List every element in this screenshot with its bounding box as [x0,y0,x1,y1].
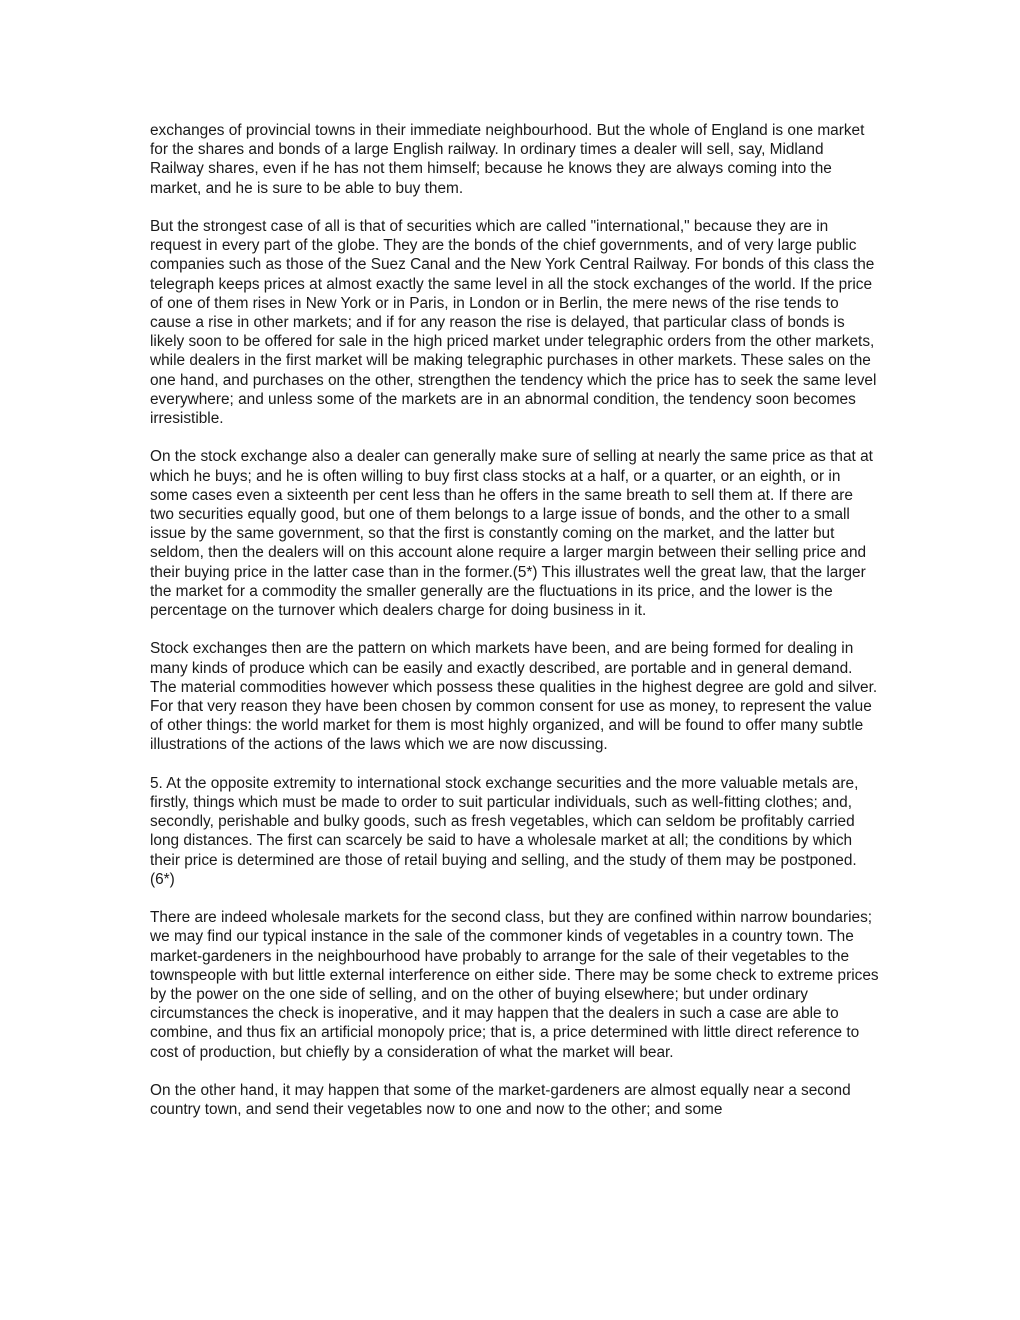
paragraph-international-securities: But the strongest case of all is that of securities which are called "international," because they are in request in every part of the globe. They are the bonds of the chief governments, and of very large public companies such as those of the Suez Canal and the New York Central Railway. For bonds of this class the telegraph keeps prices at almost exactly the same level in all the stock exchanges of the world. If the price of one of them rises in New York or in Paris, in London or in Berlin, the mere news of the rise tends to cause a rise in other markets; and if for any reason the rise is delayed, that particular class of bonds is likely soon to be offered for sale in the high priced market under telegraphic orders from the other markets, while dealers in the first market will be making telegraphic purchases in other markets. These sales on the one hand, and purchases on the other, strengthen the tendency which the price has to seek the same level everywhere; and unless some of the markets are in an abnormal condition, the tendency soon becomes irresistible. [150,218,877,428]
paragraph-railway-shares: exchanges of provincial towns in their immediate neighbourhood. But the whole of England is one market for the shares and bonds of a large English railway. In ordinary times a dealer will sell, say, Midland Railway shares, even if he has not them himself; because he knows they are always coming into the market, and he is sure to be able to buy them. [150,122,865,197]
paragraph-gold-and-silver: Stock exchanges then are the pattern on which markets have been, and are being formed for dealing in many kinds of produce which can be easily and exactly described, are portable and in general demand. The material commodities however which possess these qualities in the highest degree are gold and silver. For that very reason they have been chosen by common consent for use as money, to represent the value of other things: the world market for them is most highly organized, and will be found to offer many subtle illustrations of the actions of the laws which we are now discussing. [150,640,878,754]
paragraph-wholesale-vegetables: There are indeed wholesale markets for the second class, but they are confined within narrow boundaries; we may find our typical instance in the sale of the commoner kinds of vegetables in a country town. The market-gardeners in the neighbourhood have probably to arrange for the sale of their vegetables to the townspeople with but little external interference on either side. There may be some check to extreme prices by the power on the one side of selling, and on the other of buying elsewhere; but under ordinary circumstances the check is inoperative, and it may happen that the dealers in such a case are able to combine, and thus fix an artificial monopoly price; that is, a price determined with little direct reference to cost of production, but chiefly by a consideration of what the market will bear. [150,909,879,1061]
document-page [150,121,880,1119]
paragraph-stock-exchange-dealer: On the stock exchange also a dealer can generally make sure of selling at nearly the same price as that at which he buys; and he is often willing to buy first class stocks at a half, or a quarter, or an eighth, or in some cases even a sixteenth per cent less than he offers in the same breath to sell them at. If there are two securities equally good, but one of them belongs to a large issue of bonds, and the other to a small issue by the same government, so that the first is constantly coming on the market, and the latter but seldom, then the dealers will on this account alone require a larger margin between their selling price and their buying price in the latter case than in the former.(5*) This illustrates well the great law, that the larger the market for a commodity the smaller generally are the fluctuations in its price, and the lower is the percentage on the turnover which dealers charge for doing business in it. [150,448,873,620]
paragraph-market-gardeners: On the other hand, it may happen that some of the market-gardeners are almost equally near a second country town, and send their vegetables now to one and now to the other; and some [150,1082,851,1119]
paragraph-section-5: 5. At the opposite extremity to international stock exchange securities and the more valuable metals are, firstly, things which must be made to order to suit particular individuals, such as well-fitting clothes; and, secondly, perishable and bulky goods, such as fresh vegetables, which can seldom be profitably carried long distances. The first can scarcely be said to have a wholesale market at all; the conditions by which their price is determined are those of retail buying and selling, and the study of them may be postponed.(6*) [150,774,859,888]
